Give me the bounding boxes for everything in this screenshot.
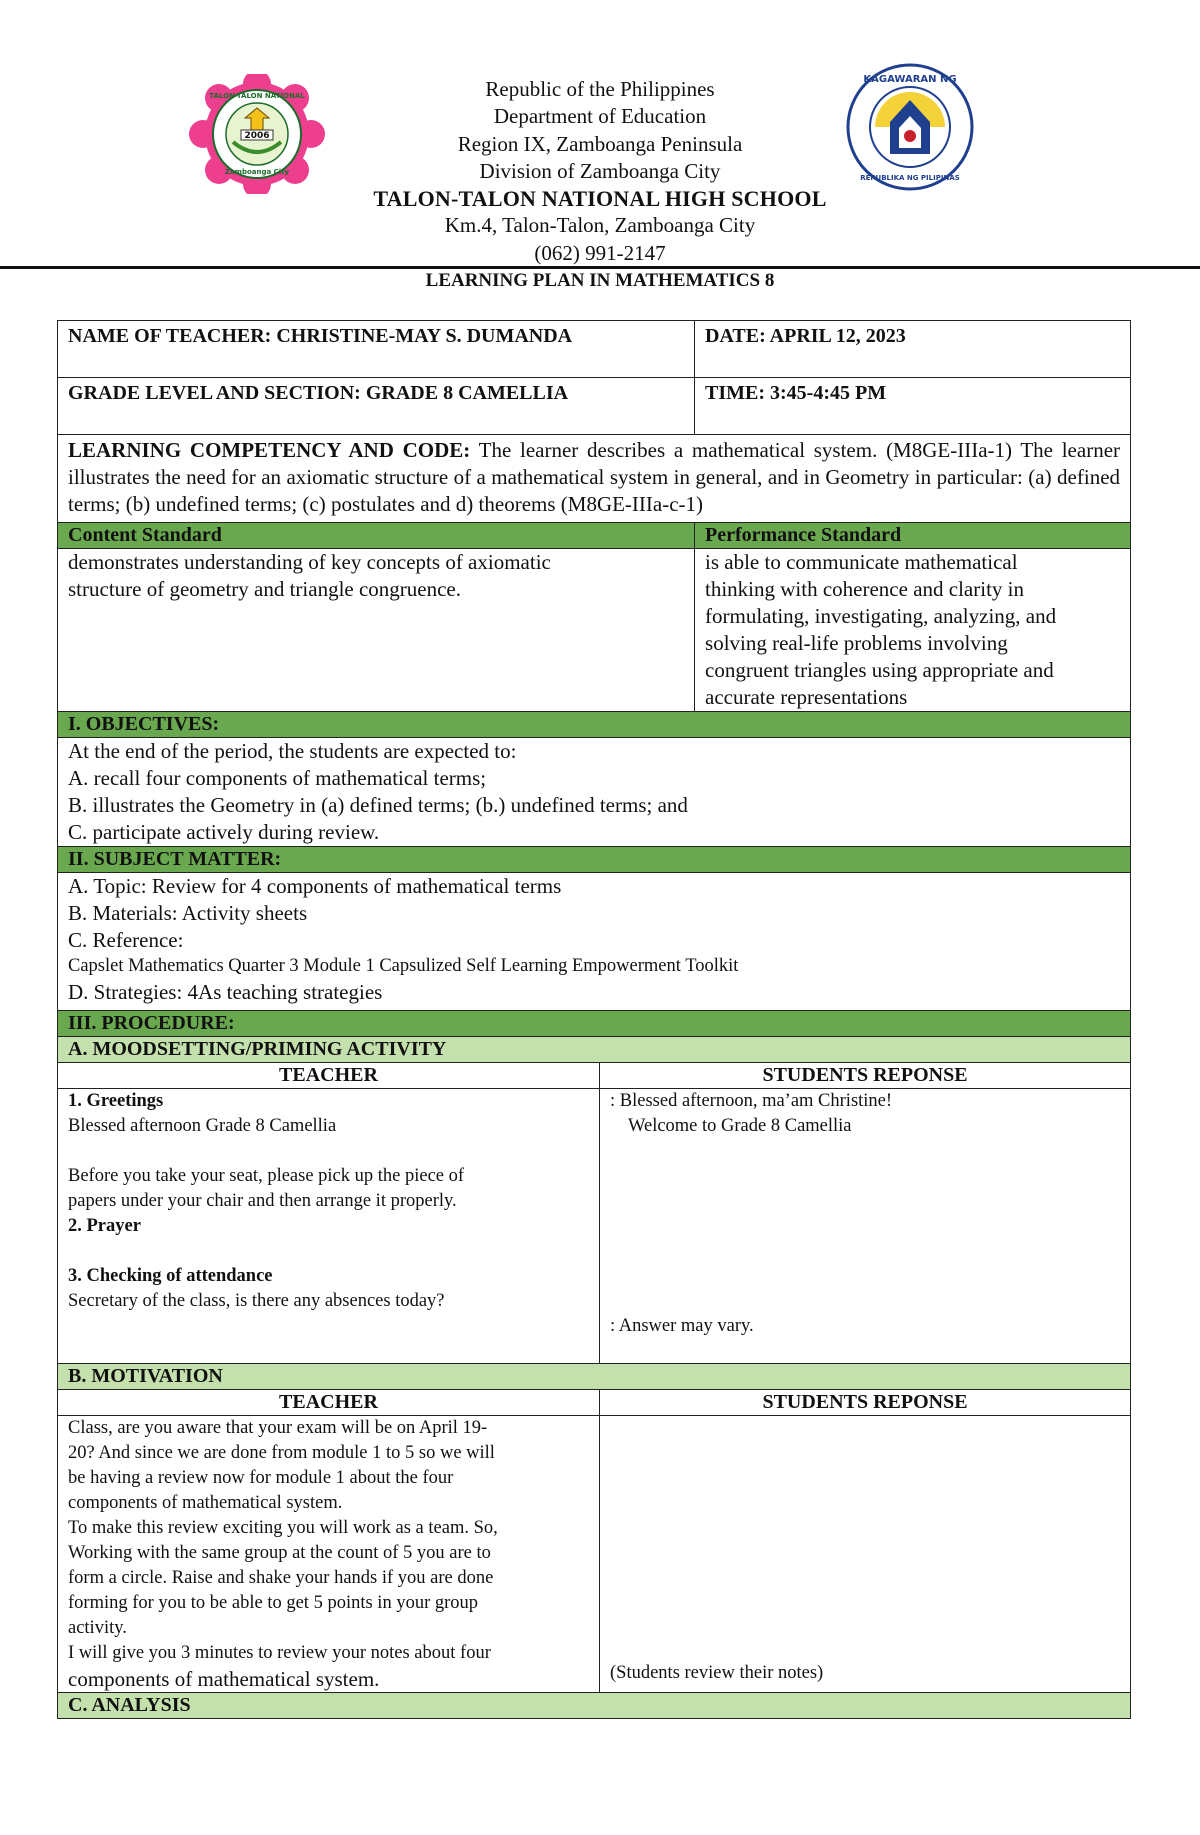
motivation-line: Class, are you aware that your exam will be on April 19- xyxy=(68,1418,488,1438)
motivation-teacher-cell xyxy=(58,1416,600,1693)
objective-line: At the end of the period, the students are expected to: xyxy=(68,739,517,763)
objective-line: B. illustrates the Geometry in (a) defined terms; (b.) undefined terms; and xyxy=(68,793,688,817)
materials-line: B. Materials: Activity sheets xyxy=(68,901,308,925)
attendance-text: Secretary of the class, is there any absences today? xyxy=(68,1291,445,1311)
department-line: Department of Education xyxy=(493,104,707,129)
analysis-header-row xyxy=(58,1693,1131,1719)
greetings-title: 1. Greetings xyxy=(68,1091,164,1111)
motivation-line: components of mathematical system. xyxy=(68,1493,343,1513)
performance-line: solving real-life problems involving xyxy=(705,631,1008,655)
competency-label: LEARNING COMPETENCY AND CODE: xyxy=(68,438,471,462)
motivation-line: components of mathematical system. xyxy=(68,1667,380,1691)
reference-label: C. Reference: xyxy=(68,928,184,952)
school-name: TALON-TALON NATIONAL HIGH SCHOOL xyxy=(373,186,827,212)
division-line: Division of Zamboanga City xyxy=(479,158,721,183)
topic-line: A. Topic: Review for 4 components of mathematical terms xyxy=(68,874,562,898)
motivation-columns-row xyxy=(58,1390,1131,1416)
standards-row xyxy=(58,549,1131,712)
students-column-header: STUDENTS REPONSE xyxy=(600,1390,1131,1416)
reference-text: Capslet Mathematics Quarter 3 Module 1 Capsulized Self Learning Empowerment Toolkit xyxy=(68,956,739,976)
lesson-date: DATE: APRIL 12, 2023 xyxy=(695,321,1131,378)
motivation-title: B. MOTIVATION xyxy=(58,1364,1131,1390)
motivation-line: 20? And since we are done from module 1 to 5 so we will xyxy=(68,1443,495,1463)
strategies-line: D. Strategies: 4As teaching strategies xyxy=(68,980,383,1004)
student-greeting-line: : Blessed afternoon, ma’am Christine! xyxy=(610,1091,893,1111)
motivation-line: form a circle. Raise and shake your hands if you are done xyxy=(68,1568,494,1588)
motivation-header-row xyxy=(58,1364,1131,1390)
moodsetting-teacher-cell xyxy=(58,1089,600,1364)
motivation-line: be having a review now for module 1 about the four xyxy=(68,1468,454,1488)
teacher-column-header: TEACHER xyxy=(58,1063,600,1089)
motivation-line: forming for you to be able to get 5 points in your group xyxy=(68,1593,479,1613)
seat-instruction-line: papers under your chair and then arrange it properly. xyxy=(68,1191,457,1211)
content-standard-label: Content Standard xyxy=(58,523,695,549)
teacher-column-header: TEACHER xyxy=(58,1390,600,1416)
objectives-list xyxy=(58,738,1131,847)
analysis-title: C. ANALYSIS xyxy=(58,1693,1131,1719)
objectives-header-row xyxy=(58,712,1131,738)
moodsetting-students-cell xyxy=(600,1089,1131,1364)
learning-plan-table xyxy=(57,320,1131,1719)
subject-matter-row xyxy=(58,873,1131,1011)
procedure-header-row xyxy=(58,1011,1131,1037)
plan-title: LEARNING PLAN IN MATHEMATICS 8 xyxy=(425,270,775,291)
motivation-line: To make this review exciting you will work as a team. So, xyxy=(68,1518,498,1538)
greetings-text: Blessed afternoon Grade 8 Camellia xyxy=(68,1116,337,1136)
performance-standard-text xyxy=(695,549,1131,712)
republic-line: Republic of the Philippines xyxy=(485,77,715,101)
competency-cell xyxy=(58,435,1131,523)
moodsetting-header-row xyxy=(58,1037,1131,1063)
spacer xyxy=(68,1139,589,1164)
svg-text:2006: 2006 xyxy=(244,131,270,141)
svg-text:Zamboanga City: Zamboanga City xyxy=(224,168,290,176)
moodsetting-columns-row xyxy=(58,1063,1131,1089)
school-phone: (062) 991-2147 xyxy=(534,240,666,265)
performance-line: formulating, investigating, analyzing, and xyxy=(705,604,1057,628)
school-address: Km.4, Talon-Talon, Zamboanga City xyxy=(444,213,756,238)
letterhead-text xyxy=(0,76,1200,267)
content-line: demonstrates understanding of key concepts of axiomatic xyxy=(68,550,551,574)
students-column-header: STUDENTS REPONSE xyxy=(600,1063,1131,1089)
objective-line: A. recall four components of mathematical terms; xyxy=(68,766,487,790)
objectives-title: I. OBJECTIVES: xyxy=(58,712,1131,738)
subject-matter-header-row xyxy=(58,847,1131,873)
moodsetting-title: A. MOODSETTING/PRIMING ACTIVITY xyxy=(58,1037,1131,1063)
competency-row xyxy=(58,435,1131,523)
teacher-date-row xyxy=(58,321,1131,378)
moodsetting-content-row xyxy=(58,1089,1131,1364)
lesson-time: TIME: 3:45-4:45 PM xyxy=(695,378,1131,435)
motivation-line: I will give you 3 minutes to review your notes about four xyxy=(68,1643,491,1663)
region-line: Region IX, Zamboanga Peninsula xyxy=(457,131,743,156)
prayer-title: 2. Prayer xyxy=(68,1216,141,1236)
motivation-students-cell xyxy=(600,1416,1131,1693)
subject-matter-list xyxy=(58,873,1131,1011)
attendance-title: 3. Checking of attendance xyxy=(68,1266,273,1286)
motivation-content-row xyxy=(58,1416,1131,1693)
performance-line: thinking with coherence and clarity in xyxy=(705,577,1024,601)
svg-text:KAGAWARAN NG: KAGAWARAN NG xyxy=(863,74,957,85)
content-line: structure of geometry and triangle congruence. xyxy=(68,577,462,601)
content-standard-text xyxy=(58,549,695,712)
spacer xyxy=(68,1239,589,1264)
motivation-line: Working with the same group at the count of 5 you are to xyxy=(68,1543,491,1563)
motivation-line: activity. xyxy=(68,1618,127,1638)
reference-line xyxy=(68,927,1120,979)
performance-standard-label: Performance Standard xyxy=(695,523,1131,549)
performance-line: congruent triangles using appropriate and xyxy=(705,658,1054,682)
performance-line: is able to communicate mathematical xyxy=(705,550,1018,574)
student-response: (Students review their notes) xyxy=(610,1663,824,1683)
student-answer: : Answer may vary. xyxy=(610,1316,754,1336)
grade-time-row xyxy=(58,378,1131,435)
subject-matter-title: II. SUBJECT MATTER: xyxy=(58,847,1131,873)
objective-line: C. participate actively during review. xyxy=(68,820,380,844)
procedure-title: III. PROCEDURE: xyxy=(58,1011,1131,1037)
svg-text:REPUBLIKA NG PILIPINAS: REPUBLIKA NG PILIPINAS xyxy=(860,174,960,182)
seat-instruction-line: Before you take your seat, please pick up the piece of xyxy=(68,1166,465,1186)
performance-line: accurate representations xyxy=(705,685,908,709)
competency-text: The learner describes a mathematical system. (M8GE-IIIa-1) The learner illustrates the need for an axiomatic structure of a mathematical system in general, and in Geometry in particular: (a) defined terms; (b) undefined terms; (c) postulates and d) theorems (M8GE-IIIa-c-1) xyxy=(68,438,1121,516)
grade-section: GRADE LEVEL AND SECTION: GRADE 8 CAMELLIA xyxy=(58,378,695,435)
student-greeting-line: Welcome to Grade 8 Camellia xyxy=(628,1116,852,1136)
svg-text:TALON-TALON NATIONAL: TALON-TALON NATIONAL xyxy=(209,92,305,100)
standards-header-row xyxy=(58,523,1131,549)
objectives-row xyxy=(58,738,1131,847)
letterhead-header xyxy=(0,0,1200,290)
spacer xyxy=(610,1139,1120,1314)
teacher-name: NAME OF TEACHER: CHRISTINE-MAY S. DUMANDA xyxy=(58,321,695,378)
